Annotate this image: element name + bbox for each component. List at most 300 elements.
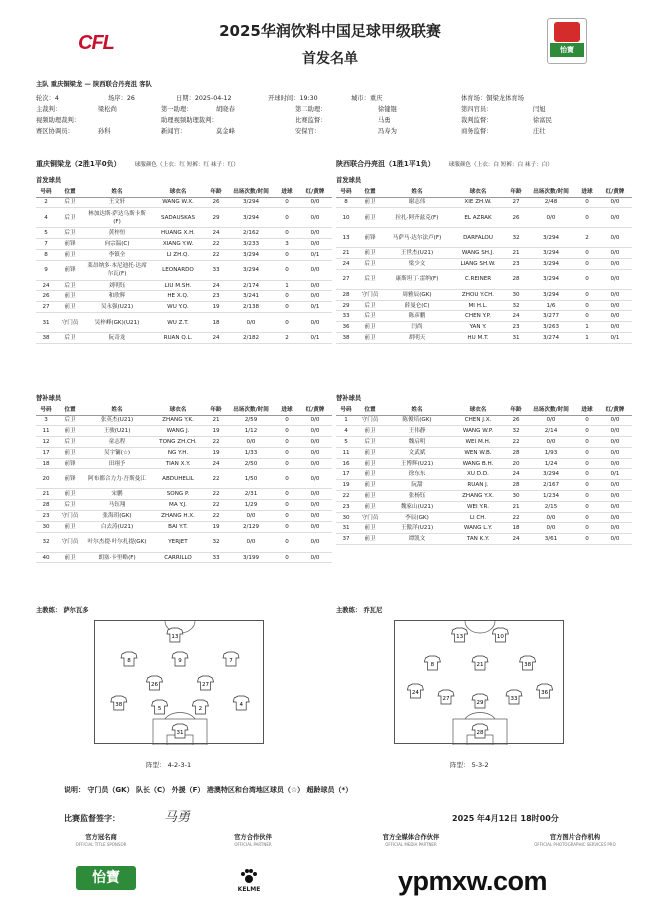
sponsor-photo-zh: 官方图片合作机构	[549, 834, 601, 841]
away-team-name: 陕西联合丹亮沮（1胜1平1负）	[336, 160, 435, 168]
table-cell: 后卫	[356, 437, 384, 448]
sponsor-media-en: OFFICIAL MEDIA PARTNER	[385, 842, 437, 847]
table-row	[36, 228, 332, 239]
table-cell: 0	[276, 426, 298, 437]
table-cell: 31	[36, 313, 56, 333]
table-cell: 前卫	[356, 322, 384, 333]
table-cell: 0/0	[598, 269, 632, 289]
away-subs-table	[336, 404, 632, 545]
player-shirt	[172, 724, 188, 738]
signature: 马勇	[164, 810, 191, 825]
table-cell: 3/294	[526, 228, 576, 248]
sponsor-title-en: OFFICIAL TITLE SPONSOR	[75, 842, 127, 847]
sponsor-logo-mark-icon	[554, 22, 580, 42]
player-shirt	[438, 690, 454, 704]
table-cell: 22	[206, 437, 226, 448]
table-cell: 0/0	[298, 197, 332, 208]
match-info-field: 日期：2025-04-12	[176, 95, 232, 102]
table-cell: CHEN Y.P.	[450, 311, 506, 322]
table-cell: 0/0	[226, 437, 276, 448]
table-cell: 童志程	[84, 437, 150, 448]
column-header: 姓名	[84, 186, 150, 197]
table-cell: 后卫	[56, 208, 84, 228]
away-formation: 阵型： 5-3-2	[450, 761, 489, 769]
table-cell: XU D.D.	[450, 469, 506, 480]
table-cell: 3/294	[226, 249, 276, 260]
table-cell: 0/0	[598, 458, 632, 469]
table-row	[36, 239, 332, 250]
table-cell: 22	[206, 489, 226, 500]
column-header: 年龄	[206, 404, 226, 415]
table-cell: 王文轩	[84, 197, 150, 208]
table-cell: 0/0	[298, 521, 332, 532]
table-cell: 9	[36, 260, 56, 280]
sign-datetime: 2025 年4月12日 18时00分	[452, 814, 559, 823]
table-cell: 白去涛(U21)	[84, 521, 150, 532]
table-cell: 24	[336, 259, 356, 270]
table-cell: WEN W.B.	[450, 447, 506, 458]
table-cell: 前卫	[56, 302, 84, 313]
table-cell: 后卫	[356, 311, 384, 322]
table-cell: 28	[36, 500, 56, 511]
table-cell: 0	[276, 197, 298, 208]
table-cell: 宋鹏	[84, 489, 150, 500]
table-cell: 0	[576, 469, 598, 480]
table-cell: 0	[576, 426, 598, 437]
table-cell: 3/199	[226, 552, 276, 563]
table-cell: 3/274	[526, 333, 576, 344]
table-row	[336, 512, 632, 523]
table-cell: 1/33	[226, 447, 276, 458]
table-cell: 24	[506, 469, 526, 480]
table-cell: 21	[506, 501, 526, 512]
table-cell: 前卫	[356, 426, 384, 437]
table-cell: EL AZRAK	[450, 208, 506, 228]
table-cell: WU Y.Q.	[150, 302, 206, 313]
table-cell: 0	[276, 208, 298, 228]
table-cell: 38	[336, 333, 356, 344]
table-cell: 20	[36, 469, 56, 489]
sponsor-partner	[178, 832, 328, 847]
table-header-row	[36, 404, 332, 415]
table-cell: 0/0	[598, 259, 632, 270]
table-cell: 胡明天	[384, 333, 450, 344]
shirt-number: 4	[239, 702, 243, 708]
table-cell: WEI M.H.	[450, 437, 506, 448]
table-cell: 魏启明	[384, 437, 450, 448]
column-header: 号码	[336, 186, 356, 197]
table-cell: 21	[336, 248, 356, 259]
player-shirt	[520, 656, 536, 670]
home-starters-table	[36, 186, 332, 344]
column-header: 球衣名	[450, 404, 506, 415]
table-cell: 王世杰(U21)	[384, 248, 450, 259]
table-cell: 后卫	[56, 415, 84, 426]
sponsor-photo-en: OFFICIAL PHOTOGRAPHIC SERVICES PRO	[534, 842, 616, 847]
table-cell: RUAN J.	[450, 480, 506, 491]
table-cell: 李镇全	[84, 249, 150, 260]
table-cell: 0/0	[298, 291, 332, 302]
table-cell: 后卫	[356, 269, 384, 289]
table-cell: 0/0	[598, 534, 632, 545]
player-shirt	[492, 628, 508, 642]
shirt-number: 36	[541, 690, 549, 696]
table-cell: 1/50	[226, 469, 276, 489]
table-cell: 0/0	[298, 447, 332, 458]
table-cell: XIANG Y.W.	[150, 239, 206, 250]
table-cell: 0	[576, 269, 598, 289]
table-cell: LIU M.SH.	[150, 280, 206, 291]
table-cell: ZHANG Y.K.	[150, 415, 206, 426]
table-cell: 前卫	[356, 197, 384, 208]
table-cell: 前卫	[356, 469, 384, 480]
table-cell: 0/0	[298, 532, 332, 552]
home-subs-title: 替补球员	[36, 395, 62, 402]
home-subs-table	[36, 404, 332, 563]
table-cell: 1	[276, 280, 298, 291]
table-cell: XIE ZH.W.	[450, 197, 506, 208]
table-row	[36, 313, 332, 333]
table-cell: 后卫	[56, 500, 84, 511]
table-cell: 3/61	[526, 534, 576, 545]
column-header: 出场次数/时间	[526, 404, 576, 415]
table-cell: 前锋	[56, 458, 84, 469]
match-info-field: 徐富民	[533, 117, 552, 124]
table-row	[36, 469, 332, 489]
table-cell: 32	[506, 228, 526, 248]
table-cell: 12	[36, 437, 56, 448]
player-shirt	[152, 700, 168, 714]
table-cell: 0/0	[298, 437, 332, 448]
match-info-field: 庄壮	[533, 128, 546, 135]
table-cell: 0	[276, 228, 298, 239]
column-header: 号码	[36, 404, 56, 415]
table-cell: 3/294	[526, 469, 576, 480]
table-cell: 0	[276, 469, 298, 489]
match-info-field: 比赛监督：	[295, 117, 327, 124]
legend-note: 说明： 守门员（GK） 队长（C） 外援（F） 港澳特区和台湾地区球员（☆） 超龄球员（*）	[64, 786, 353, 794]
table-cell: 前卫	[356, 458, 384, 469]
table-cell: 24	[206, 228, 226, 239]
shirt-number: 24	[411, 690, 419, 696]
table-cell: 张海玥(GK)	[84, 511, 150, 522]
table-cell: 19	[206, 521, 226, 532]
table-cell: 前卫	[356, 248, 384, 259]
table-cell: 8	[336, 197, 356, 208]
column-header: 号码	[336, 404, 356, 415]
table-cell: 0/0	[598, 426, 632, 437]
table-cell: 1	[576, 333, 598, 344]
table-cell: 0	[576, 415, 598, 426]
table-row	[336, 415, 632, 426]
table-cell: 后卫	[56, 333, 84, 344]
table-row	[36, 458, 332, 469]
table-cell: 32	[506, 426, 526, 437]
table-cell: 和欣辉	[84, 291, 150, 302]
table-cell: 22	[506, 512, 526, 523]
table-cell: 22	[206, 500, 226, 511]
table-cell: 27	[36, 302, 56, 313]
table-cell: 0	[276, 249, 298, 260]
table-cell: WU Z.T.	[150, 313, 206, 333]
table-cell: 0/1	[598, 469, 632, 480]
shirt-number: 38	[115, 702, 123, 708]
shirt-number: 8	[127, 658, 131, 664]
table-cell: 李辰(GK)	[384, 512, 450, 523]
table-cell: 19	[206, 302, 226, 313]
table-cell: 守门员	[56, 532, 84, 552]
column-header: 姓名	[84, 404, 150, 415]
table-cell: 阿布都合力力·吾斯曼江	[84, 469, 150, 489]
table-cell: 33	[206, 552, 226, 563]
table-cell: 吴宇镛(☆)	[84, 447, 150, 458]
match-info-field: 第二助理：	[295, 106, 327, 113]
table-cell: 前卫	[56, 489, 84, 500]
table-cell: 22	[206, 249, 226, 260]
table-cell: 22	[206, 239, 226, 250]
table-cell: 谭凯文	[384, 534, 450, 545]
table-cell: 前卫	[56, 249, 84, 260]
match-info-field: 赛区协调员：	[36, 128, 74, 135]
match-info-field: 助理视频助理裁判：	[161, 117, 218, 124]
table-cell: 0/0	[598, 322, 632, 333]
table-cell: 2/182	[226, 333, 276, 344]
table-cell: 18	[206, 313, 226, 333]
table-cell: 守门员	[56, 511, 84, 522]
shirt-number: 9	[178, 658, 182, 664]
table-cell: 4	[36, 208, 56, 228]
table-cell: TAN K.Y.	[450, 534, 506, 545]
player-shirt	[233, 696, 249, 710]
table-cell: HE X.Q.	[150, 291, 206, 302]
table-cell: 30	[506, 491, 526, 502]
table-cell: ZHOU Y.CH.	[450, 289, 506, 300]
table-cell: 19	[336, 480, 356, 491]
home-coach: 主教练： 萨尔瓦多	[36, 607, 89, 614]
table-cell: 0/0	[598, 501, 632, 512]
table-row	[336, 437, 632, 448]
table-cell: 1/93	[526, 447, 576, 458]
page-subtitle: 首发名单	[302, 51, 358, 67]
table-cell: LEONARDO	[150, 260, 206, 280]
table-cell: 23	[36, 511, 56, 522]
column-header: 位置	[56, 186, 84, 197]
table-cell: WANG B.H.	[450, 458, 506, 469]
match-info-field: 安保官：	[295, 128, 321, 135]
table-cell: 24	[506, 534, 526, 545]
table-row	[336, 269, 632, 289]
table-cell: 前卫	[356, 523, 384, 534]
table-cell: 前卫	[56, 521, 84, 532]
column-header: 年龄	[506, 404, 526, 415]
header	[0, 0, 660, 72]
table-cell: 前卫	[56, 447, 84, 458]
table-row	[36, 521, 332, 532]
table-cell: 26	[506, 208, 526, 228]
column-header: 进球	[576, 186, 598, 197]
table-cell: 22	[206, 511, 226, 522]
player-shirt	[537, 684, 553, 698]
table-cell: 0/0	[598, 248, 632, 259]
shirt-number: 29	[476, 700, 484, 706]
table-cell: 21	[206, 415, 226, 426]
table-cell: 21	[36, 489, 56, 500]
table-row	[336, 458, 632, 469]
table-cell: 0	[276, 313, 298, 333]
table-cell: 0	[276, 489, 298, 500]
table-cell: ZHANG Y.X.	[450, 491, 506, 502]
table-cell: 11	[336, 447, 356, 458]
table-cell: 28	[336, 289, 356, 300]
table-cell: 0/0	[226, 511, 276, 522]
table-cell: 7	[36, 239, 56, 250]
table-cell: 3/294	[526, 259, 576, 270]
table-cell: 0	[576, 491, 598, 502]
column-header: 位置	[356, 404, 384, 415]
watermark: ypmxw.com	[398, 866, 548, 896]
table-cell: 33	[336, 311, 356, 322]
player-shirt	[472, 694, 488, 708]
table-cell: 18	[36, 458, 56, 469]
table-cell: 19	[206, 426, 226, 437]
table-row	[36, 333, 332, 344]
table-cell: 文武斌	[384, 447, 450, 458]
table-cell: 0	[576, 480, 598, 491]
table-cell: 0/0	[598, 311, 632, 322]
table-cell: 0/0	[526, 437, 576, 448]
table-cell: 0	[576, 512, 598, 523]
table-cell: 2/48	[526, 197, 576, 208]
table-cell: 32	[36, 532, 56, 552]
table-cell: 24	[206, 280, 226, 291]
shirt-number: 2	[198, 706, 203, 712]
table-cell: 阮甜	[384, 480, 450, 491]
table-row	[36, 552, 332, 563]
table-cell: 0	[576, 259, 598, 270]
table-cell: HUANG X.H.	[150, 228, 206, 239]
table-row	[36, 500, 332, 511]
player-shirt	[147, 676, 163, 690]
table-cell: 黄梓恒	[84, 228, 150, 239]
table-cell: 后卫	[356, 259, 384, 270]
table-cell: 0	[276, 260, 298, 280]
table-cell: 0	[576, 501, 598, 512]
table-cell: 前卫	[356, 491, 384, 502]
table-cell: ZHANG H.X.	[150, 511, 206, 522]
table-cell: 林加达斯·萨达乌斯卡斯(F)	[84, 208, 150, 228]
table-cell: 22	[336, 491, 356, 502]
table-cell: 0	[276, 437, 298, 448]
table-cell: 22	[206, 469, 226, 489]
table-cell: 28	[506, 480, 526, 491]
table-cell: 0/0	[298, 552, 332, 563]
match-info-field: 体育场：铜梁龙体育场	[461, 95, 524, 102]
table-cell: WANG SH.J.	[450, 248, 506, 259]
shirt-number: 21	[476, 662, 484, 668]
match-info-field: 主裁判：	[36, 106, 62, 113]
table-cell: 前锋	[56, 260, 84, 280]
column-header: 红/黄牌	[298, 404, 332, 415]
table-cell: 王傲洋(U21)	[384, 523, 450, 534]
sponsor-title-zh: 官方冠名商	[85, 834, 117, 841]
table-row	[336, 501, 632, 512]
table-row	[336, 289, 632, 300]
table-cell: 24	[206, 458, 226, 469]
column-header: 号码	[36, 186, 56, 197]
table-cell: 后卫	[56, 280, 84, 291]
sponsor-title	[26, 832, 176, 847]
table-cell: 陈俊培(GK)	[384, 415, 450, 426]
table-cell: 33	[206, 260, 226, 280]
table-cell: 0/0	[298, 313, 332, 333]
pitch-drawing	[95, 621, 265, 745]
player-shirt	[472, 656, 488, 670]
table-cell: 前锋	[356, 228, 384, 248]
table-cell: LI CH.	[450, 512, 506, 523]
table-cell: 0/0	[226, 313, 276, 333]
table-cell: 26	[206, 197, 226, 208]
table-cell: 28	[506, 269, 526, 289]
table-cell: 27	[336, 269, 356, 289]
sponsor-logo-text: 怡寶	[550, 43, 584, 57]
table-cell: 2/174	[226, 280, 276, 291]
home-formation-pitch	[94, 620, 264, 744]
table-cell: 0/0	[298, 280, 332, 291]
table-cell: 叶尔杰提·叶尔扎提(GK)	[84, 532, 150, 552]
table-cell: 13	[336, 228, 356, 248]
table-cell: 0/0	[526, 512, 576, 523]
player-shirt	[407, 684, 423, 698]
table-cell: 19	[206, 447, 226, 458]
table-cell: 24	[206, 333, 226, 344]
table-cell: 0/0	[526, 208, 576, 228]
table-cell: 前卫	[356, 480, 384, 491]
table-row	[36, 489, 332, 500]
table-cell: 前卫	[356, 208, 384, 228]
table-cell: 23	[506, 259, 526, 270]
player-shirt	[506, 690, 522, 704]
column-header: 球衣名	[150, 186, 206, 197]
table-row	[36, 280, 332, 291]
table-row	[336, 248, 632, 259]
table-row	[336, 523, 632, 534]
table-cell: ABDUHELIL	[150, 469, 206, 489]
table-cell: 前卫	[356, 534, 384, 545]
match-info-field: 冯寿为	[378, 128, 397, 135]
table-cell: WANG L.Y.	[450, 523, 506, 534]
match-info-field: 新闻官：	[161, 128, 187, 135]
table-cell: 0	[576, 208, 598, 228]
table-cell: 27	[506, 197, 526, 208]
table-cell: 周雅辰(GK)	[384, 289, 450, 300]
table-cell: 18	[506, 523, 526, 534]
sponsor-partner-en: OFFICIAL PARTNER	[234, 842, 272, 847]
away-starters-table	[336, 186, 632, 344]
table-row	[336, 208, 632, 228]
table-cell: 0	[276, 447, 298, 458]
table-cell: 前锋	[56, 239, 84, 250]
table-row	[336, 480, 632, 491]
table-cell: 0/0	[298, 458, 332, 469]
away-team-header	[336, 159, 553, 169]
table-cell: YERJET	[150, 532, 206, 552]
match-info-field: 马勇	[378, 117, 391, 124]
table-cell: 32	[206, 532, 226, 552]
table-cell: 10	[336, 208, 356, 228]
table-row	[336, 426, 632, 437]
table-header-row	[336, 404, 632, 415]
table-cell: 2/138	[226, 302, 276, 313]
